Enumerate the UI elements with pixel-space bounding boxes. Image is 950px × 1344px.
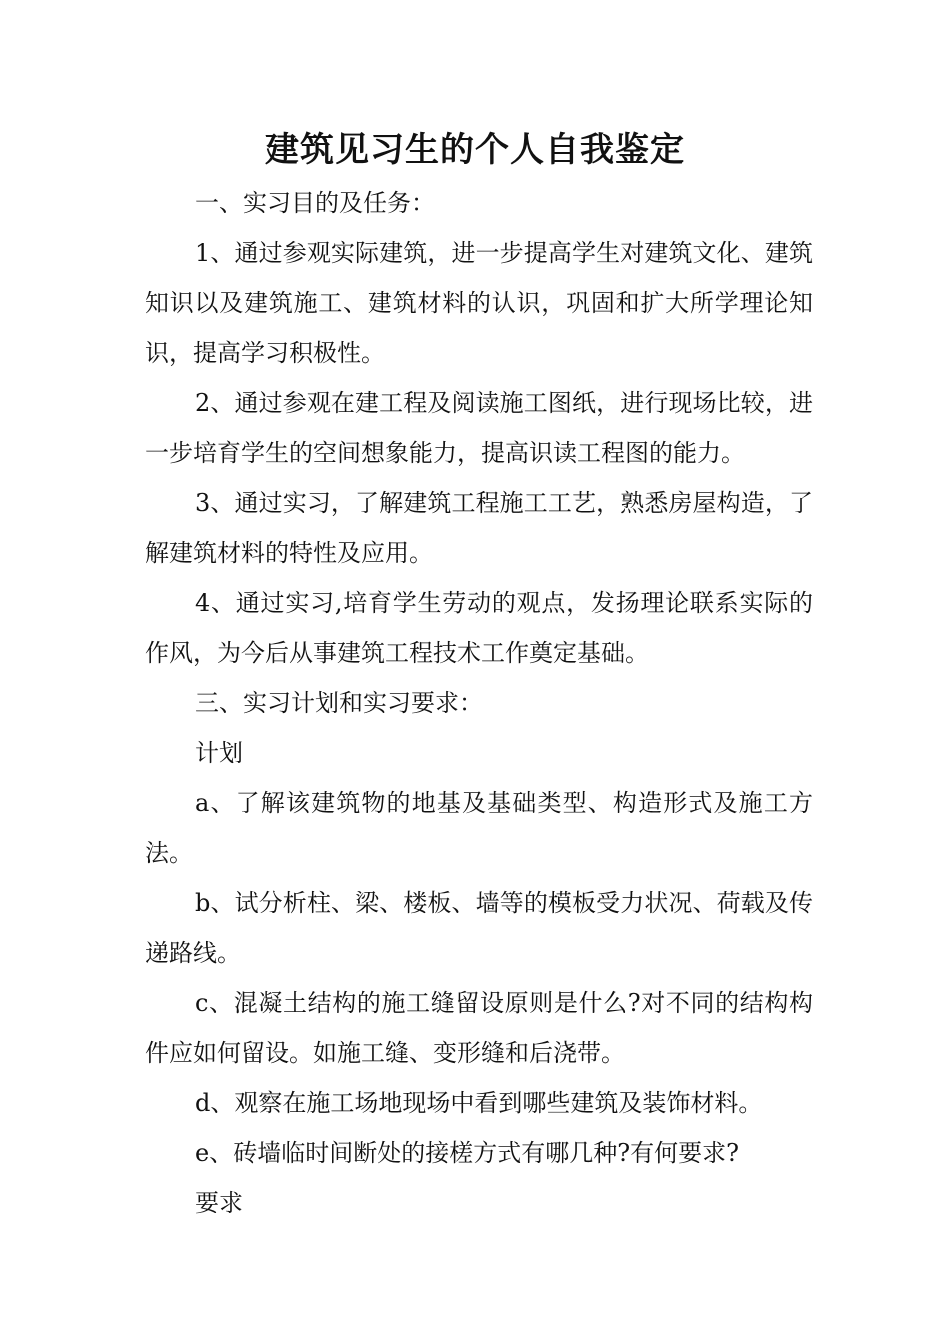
paragraph-section-1-heading: 一、实习目的及任务：: [195, 189, 435, 217]
paragraph-goal-3: 3、通过实习，了解建筑工程施工工艺，熟悉房屋构造，了解建筑材料的特性及应用。: [145, 489, 813, 567]
paragraph-plan-d: d、观察在施工场地现场中看到哪些建筑及装饰材料。: [195, 1089, 763, 1117]
paragraph-goal-2: 2、通过参观在建工程及阅读施工图纸，进行现场比较，进一步培育学生的空间想象能力，提高识读工程图的能力。: [145, 389, 813, 467]
paragraph-plan-label: 计划: [195, 739, 243, 767]
paragraph-plan-e: e、砖墙临时间断处的接槎方式有哪几种?有何要求?: [195, 1139, 739, 1167]
document-title: 建筑见习生的个人自我鉴定: [265, 130, 685, 170]
document-body: [145, 178, 813, 1228]
paragraph-requirements-label: 要求: [195, 1189, 243, 1217]
paragraph-plan-a: a、了解该建筑物的地基及基础类型、构造形式及施工方法。: [145, 789, 813, 867]
paragraph-plan-b: b、试分析柱、梁、楼板、墙等的模板受力状况、荷载及传递路线。: [145, 889, 813, 967]
paragraph-plan-c: c、混凝土结构的施工缝留设原则是什么?对不同的结构构件应如何留设。如施工缝、变形缝和后浇带。: [145, 989, 813, 1067]
paragraph-goal-1: 1、通过参观实际建筑，进一步提高学生对建筑文化、建筑知识以及建筑施工、建筑材料的认识，巩固和扩大所学理论知识，提高学习积极性。: [145, 239, 813, 367]
paragraph-goal-4: 4、通过实习,培育学生劳动的观点，发扬理论联系实际的作风，为今后从事建筑工程技术工作奠定基础。: [145, 589, 813, 667]
paragraph-section-3-heading: 三、实习计划和实习要求：: [195, 689, 483, 717]
